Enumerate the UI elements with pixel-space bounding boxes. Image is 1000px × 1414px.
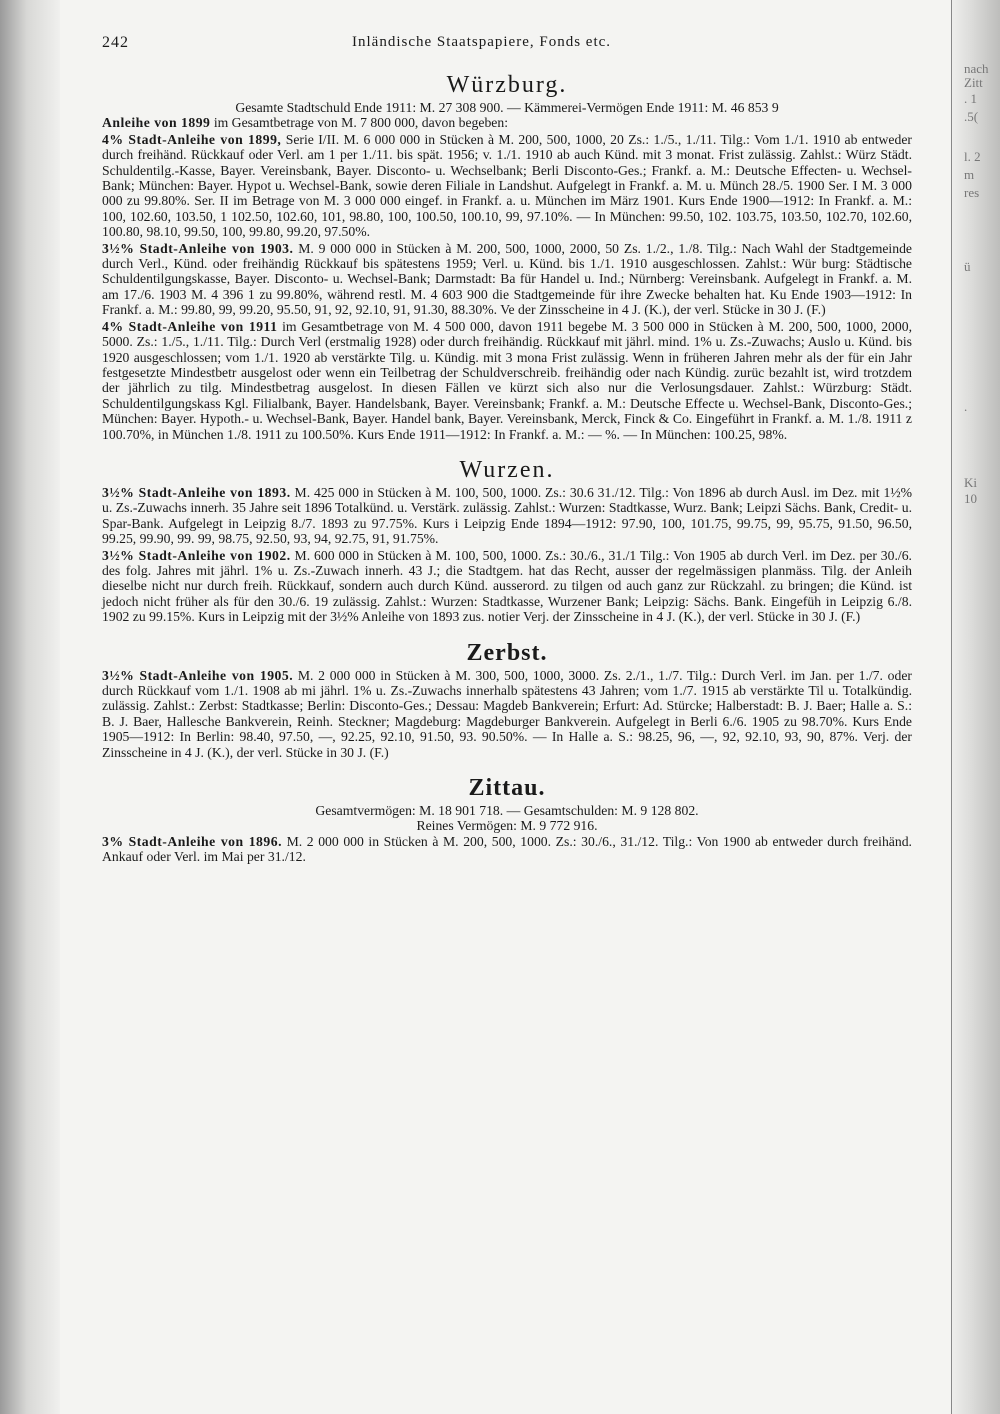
margin-fragment: Ki	[964, 475, 977, 490]
margin-fragment: ü	[964, 259, 971, 274]
bond-entry	[102, 132, 912, 240]
bond-text: im Gesamtbetrage von M. 4 500 000, davon 1911 begebe M. 3 500 000 in Stücken à M. 200, 500, 1000, 2000, 5000. Zs.: 1./5., 1./11. Tilg.: Durch Verl (erstmalig 1928) oder durch freihändig. Rückkauf mit jährl. mind. 1% u. Zs.-Zuwachs; Auslo u. Künd. bis 1920 ausgeschlossen; vom 1./1. 1920 ab verstärkte Tilg. u. Kündig. mit 3 mona Frist zulässig. Wenn in früheren Jahren mehr als der für ein Jahr festgesetzte Mindestbetr ausgelost oder wenn ein Teilbetrag der Schuldverschreib. freihändig oder nach Kündig. zurüc bezahlt ist, wird trotzdem der jährlich zu tilg. Mindestbetrag ausgelost. In diesen Fällen ve kürzt sich also nur die Verlosungsdauer. Zahlst.: Würzburg: Städt. Schuldentilgungskass Kgl. Filialbank, Bayer. Handelsbank, Bayer. Vereinsbank; Frankf. a. M.: Deutsche Effecte u. Wechsel-Bank, Disconto-Ges.; München: Bayer. Hypoth.- u. Wechsel-Bank, Bayer. Handel bank, Bayer. Vereinsbank, Merck, Finck & Co. Eingeführt in Frankf. a. M. 1./8. 1911 z 100.70%, in München 1./8. 1911 zu 100.50%. Kurs Ende 1911—1912: In Frankf. a. M.: — %. — In München: 100.25, 98%.	[102, 318, 913, 442]
city-finance-summary: Gesamtvermögen: M. 18 901 718. — Gesamtschulden: M. 9 128 802.	[315, 803, 699, 819]
section-wurzen	[102, 455, 912, 625]
margin-fragment: .	[964, 399, 968, 414]
bond-text: Serie I/II. M. 6 000 000 in Stücken à M. 200, 500, 1000, 20 Zs.: 1./5., 1./11. Tilg.: Vom 1./1. 1910 ab entweder durch freihänd. Rückkauf oder Verl. am 1 per 1./11. bis spät. 1956; v. 1./1. 1910 ab auch Künd. mit 3 monat. Frist zulässig. Zahlst.: Würz Städt. Schuldentilg.-Kasse, Bayer. Vereinsbank, Bayer. Disconto- u. Wechselbank; Berli Disconto-Ges.; Frankf. a. M.: Deutsche Effecten- u. Wechsel-Bank; München: Bayer. Hypot u. Wechsel-Bank, sowie deren Filiale in Landshut. Aufgelegt in Frankf. a. M. u. Münch 28./5. 1900 Ser. I M. 3 000 000 zu 99.80%. Ser. II im Betrage von M. 3 000 000 eingef. in Frankf. a. u. München im März 1901. Kurs Ende 1900—1912: In Frankf. a. M.: 100, 102.60, 103.50, 1 102.50, 102.60, 101, 98.80, 100, 100.50, 100.10, 99, 97.10%. — In München: 99.50, 102. 103.75, 103.50, 102.70, 102.60, 100.80, 98.10, 99.50, 100, 99.80, 99.20, 97.50%.	[102, 131, 912, 240]
book-gutter	[0, 0, 60, 1414]
bond-title: 3½% Stadt-Anleihe von 1903.	[102, 240, 294, 256]
city-finance-summary: Gesamte Stadtschuld Ende 1911: M. 27 308 900. — Kämmerei-Vermögen Ende 1911: M. 46 853 9	[235, 100, 779, 115]
section-zittau	[102, 773, 912, 865]
margin-fragment: nach	[964, 61, 989, 76]
bond-entry	[102, 834, 912, 865]
city-heading: Zerbst.	[466, 639, 548, 666]
page-number: 242	[102, 34, 129, 51]
bond-entry	[102, 241, 912, 318]
bond-title: 3½% Stadt-Anleihe von 1893.	[102, 484, 291, 500]
margin-fragment: res	[964, 185, 980, 200]
city-heading: Würzburg.	[446, 72, 568, 98]
bond-title: 3½% Stadt-Anleihe von 1902.	[102, 547, 291, 563]
margin-fragment: . 1	[964, 91, 977, 106]
page-content	[102, 70, 912, 866]
section-wuerzburg	[102, 70, 912, 442]
margin-fragment: l. 2	[964, 149, 981, 164]
city-finance-summary: Reines Vermögen: M. 9 772 916.	[416, 818, 598, 834]
bond-text: M. 9 000 000 in Stücken à M. 200, 500, 1000, 2000, 50 Zs. 1./2., 1./8. Tilg.: Nach Wahl der Stadtgemeinde durch Verl., Künd. oder freihändig Rückkauf bis spätestens 1959; Verl. u. Künd. bis 1./1. 1910 ausgeschlossen. Zahlst.: Wür burg: Städtische Schuldentilgungskasse, Bayer. Disconto- u. Wechsel-Bank; Darmstadt: Ba für Handel u. Ind.; Nürnberg: Vereinsbank. Aufgelegt in Frankf. a. M. am 17./6. 1903 M. 4 396 1 zu 99.80%, während restl. M. 4 603 900 die Stadtgemeinde für ihre Zwecke behalten hat. Ku Ende 1903—1912: In Frankf. a. M.: 99.80, 99, 99.20, 95.50, 91, 92, 92.10, 91, 91.30, 88.30%. Ve der Zinsscheine in 4 J. (K.), der verl. Stücke in 30 J. (F.)	[102, 240, 912, 318]
bond-entry	[102, 319, 912, 442]
bond-title: Anleihe von 1899	[102, 115, 211, 131]
margin-fragment: m	[964, 167, 975, 182]
running-head-title: Inländische Staatspapiere, Fonds etc.	[352, 34, 612, 50]
bond-entry	[102, 668, 912, 760]
bond-title: 3% Stadt-Anleihe von 1896.	[102, 833, 282, 849]
city-heading: Wurzen.	[459, 456, 555, 483]
bond-title: 4% Stadt-Anleihe von 1899,	[102, 131, 282, 147]
bond-text: M. 600 000 in Stücken à M. 100, 500, 1000. Zs.: 30./6., 31./1 Tilg.: Von 1905 ab durch Verl. im Dez. per 30./6. des folg. Jahres mit jährl. 1% u. Zs.-Zuwach innerh. 43 J.; die Stadtgem. hat das Recht, ausser der regelmässigen planmäss. Tilg. der Anleih dieselbe nicht nur durch freih. Rückkauf, sondern auch durch Künd. ausserord. zu tilgen od auch ganz zur Rückzahl. zu bringen; die Künd. ist jedoch nicht früher als für den 30./6. 19 zulässig. Zahlst.: Wurzen: Stadtkasse, Wurzener Bank; Leipzig: Sächs. Bank. Eingefüh in Leipzig 6./8. 1902 zu 99.15%. Kurs in Leipzig mit der 3½% Anleihe von 1893 zus. notier Verj. der Zinsscheine in 4 J. (K.), der verl. Stücke in 30 J. (F.)	[102, 547, 912, 625]
margin-fragment: 10	[964, 491, 977, 506]
bond-title: 3½% Stadt-Anleihe von 1905.	[102, 667, 294, 683]
city-heading: Zittau.	[468, 775, 546, 802]
bond-text: M. 2 000 000 in Stücken à M. 200, 500, 1000. Zs.: 30./6., 31./12. Tilg.: Von 1900 ab entweder durch freihänd. Ankauf oder Verl. im Mai per 31./12.	[102, 833, 912, 865]
bond-entry	[102, 115, 912, 130]
bond-title: 4% Stadt-Anleihe von 1911	[102, 318, 278, 334]
bond-text: M. 425 000 in Stücken à M. 100, 500, 1000. Zs.: 30.6 31./12. Tilg.: Von 1896 ab durch Ausl. im Dez. mit 1½% u. Zs.-Zuwachs innerh. 35 Jahre seit 1896 Totalkünd. u. Verstärk. zulässig. Zahlst.: Wurzen: Stadtkasse, Wurz. Bank; Leipzi Sächs. Bank, Credit- u. Spar-Bank. Aufgelegt in Leipzig 8./7. 1893 zu 97.75%. Kurs i Leipzig Ende 1894—1912: 97.90, 100, 101.75, 99.75, 99, 95.75, 91.50, 96.50, 99.25, 99.90, 99. 99, 98.75, 92.50, 93, 94, 92.75, 91, 91.75%.	[102, 484, 912, 547]
adjacent-page-edge	[951, 0, 1000, 1414]
running-head	[102, 34, 940, 54]
bond-text: im Gesamtbetrage von M. 7 800 000, davon begeben:	[210, 115, 509, 131]
bond-entry	[102, 485, 912, 547]
margin-fragment: Zitt	[964, 75, 983, 90]
bond-text: M. 2 000 000 in Stücken à M. 300, 500, 1000, 3000. Zs. 2./1., 1./7. Tilg.: Durch Verl. im Jan. per 1./7. oder durch Rückkauf vom 1./1. 1908 ab mi jährl. 1% u. Zs.-Zuwachs innerhalb spätestens 43 Jahren; vom 1./7. 1915 ab verstärkte Til u. Totalkündig. zulässig. Zahlst.: Zerbst: Stadtkasse; Berlin: Disconto-Ges.; Dessau: Magdeb Bankverein; Erfurt: Ad. Stürcke; Halberstadt: B. J. Baer; Halle a. S.: B. J. Baer, Hallesche Bankverein, Reinh. Steckner; Magdeburg: Magdeburger Bankverein. Aufgelegt in Berli 6./6. 1905 zu 98.70%. Kurs Ende 1905—1912: In Berlin: 98.40, 97.50, —, 92.25, 92.10, 91.50, 93. 90.50%. — In Halle a. S.: 98.25, 96, —, 92, 92.10, 93, 90, 87%. Verj. der Zinsscheine in 4 J. (K.), der verl. Stücke in 30 J. (F.)	[102, 667, 912, 760]
bond-entry	[102, 548, 912, 625]
section-zerbst	[102, 638, 912, 760]
margin-fragment: .5(	[964, 109, 979, 124]
